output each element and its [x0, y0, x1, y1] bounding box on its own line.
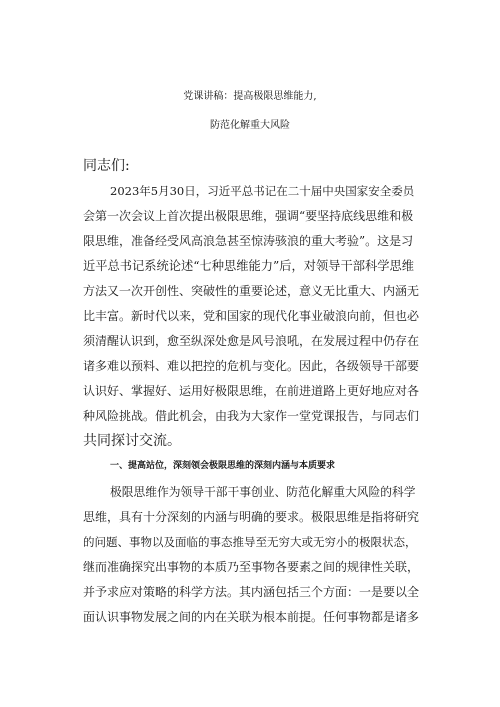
- paragraph-1-line: 认识好、掌握好、运用好极限思维，在前进道路上更好地应对各: [83, 384, 420, 398]
- paragraph-2-line: 极限思维作为领导干部干事创业、防范化解重大风险的科学: [110, 485, 416, 499]
- paragraph-1-line: 种风险挑战。借此机会，由我为大家作一堂党课报告，与同志们: [83, 409, 420, 423]
- paragraph-1-line: 近平总书记系统论述“七种思维能力”后，对领导干部科学思维: [83, 259, 415, 273]
- greeting: 同志们:: [83, 158, 130, 174]
- paragraph-2-line: 继而准确探究出事物的本质乃至事物各要素之间的规律性关联，: [83, 560, 420, 574]
- section-heading-1: 一、提高站位，深刻领会极限思维的深刻内涵与本质要求: [110, 461, 336, 471]
- paragraph-1-line: 2023年5月30日，习近平总书记在二十届中央国家安全委员: [110, 184, 415, 198]
- document-title-line-1: 党课讲稿：提高极限思维能力,: [183, 91, 317, 102]
- paragraph-2-line: 并予求应对策略的科学方法。其内涵包括三个方面：一是要以全: [83, 585, 420, 599]
- paragraph-1-line: 比丰富。新时代以来，党和国家的现代化事业破浪向前，但也必: [83, 309, 420, 323]
- paragraph-1-line: 限思维，准备经受风高浪急甚至惊涛骇浪的重大考验”。这是习: [83, 234, 414, 248]
- paragraph-1-line: 诸多难以预料、难以把控的危机与变化。因此，各级领导干部要: [83, 359, 420, 373]
- paragraph-1-line: 须清醒认识到，愈至纵深处愈是风号浪吼，在发展过程中仍存在: [83, 334, 420, 348]
- paragraph-1-line: 会第一次会议上首次提出极限思维，强调“要坚持底线思维和极: [83, 209, 414, 223]
- document-title-line-2: 防范化解重大风险: [210, 120, 290, 131]
- paragraph-1-line: 共同探讨交流。: [83, 433, 181, 449]
- paragraph-2-line: 面认识事物发展之间的内在关联为根本前提。任何事物都是诸多: [83, 610, 420, 624]
- paragraph-1-line: 方法又一次开创性、突破性的重要论述，意义无比重大、内涵无: [83, 284, 420, 298]
- paragraph-2-line: 思维，具有十分深刻的内涵与明确的要求。极限思维是指将研究: [83, 510, 420, 524]
- paragraph-2-line: 的问题、事物以及面临的事态推导至无穷大或无穷小的极限状态，: [83, 535, 417, 549]
